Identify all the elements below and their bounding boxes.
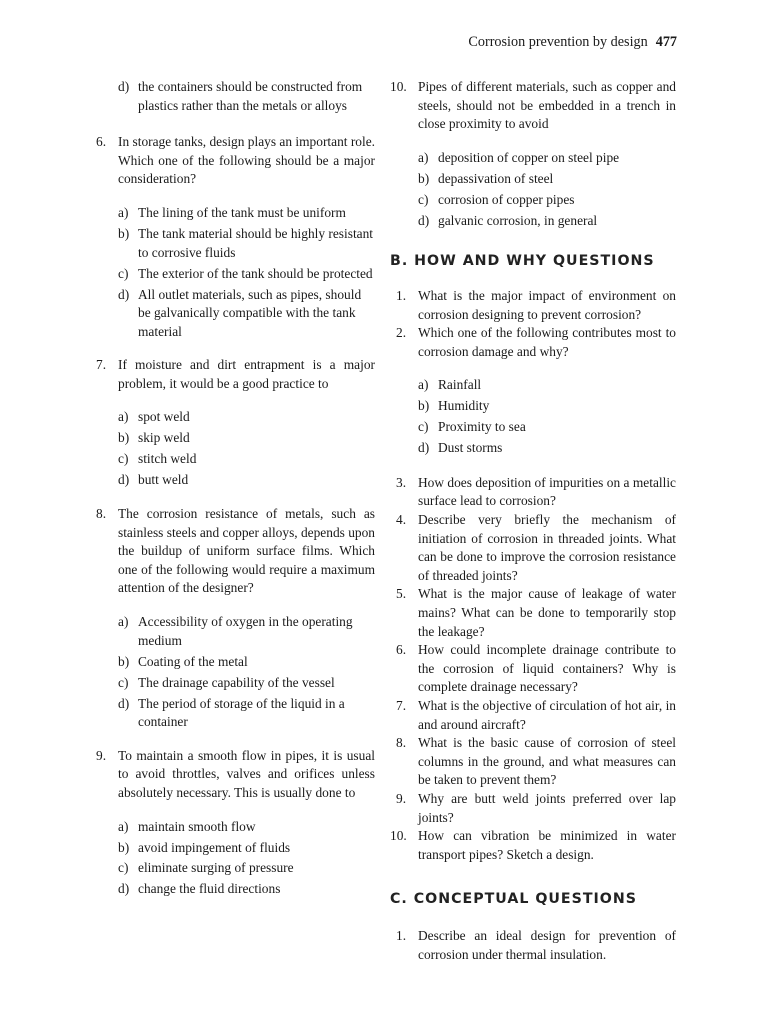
- option-letter: a): [118, 614, 129, 629]
- option-text: skip weld: [138, 430, 190, 446]
- question-number: 10.: [390, 828, 407, 844]
- b-question: [390, 511, 676, 585]
- b-question: [390, 790, 676, 827]
- question-number: 7.: [96, 357, 107, 373]
- option-text: the containers should be constructed from plastics rather than the metals or alloys: [138, 79, 363, 113]
- option-letter: c): [118, 674, 129, 690]
- question-8: [96, 505, 375, 598]
- option-text: avoid impingement of fluids: [138, 839, 291, 855]
- option: [418, 191, 676, 210]
- option-text: Dust storms: [438, 440, 503, 456]
- question-text: In storage tanks, design plays an important role. Which one of the following should be a major consideration?: [118, 134, 375, 187]
- question-text: What is the objective of circulation of hot air, in and around aircraft?: [418, 697, 676, 732]
- question-text: Describe very briefly the mechanism of initiation of corrosion in threaded joints. What can be done to improve the corrosion resistance of threaded joints?: [418, 512, 676, 583]
- option-text: Coating of the metal: [138, 653, 248, 669]
- b-question-2: [390, 324, 676, 361]
- option: [118, 265, 375, 284]
- option-text: The tank material should be highly resistant to corrosive fluids: [138, 225, 374, 260]
- question-text: What is the major cause of leakage of water mains? What can be done to temporarily stop the leakage?: [418, 586, 676, 639]
- question-number: 1.: [396, 927, 407, 943]
- section-title: CONCEPTUAL QUESTIONS: [413, 891, 637, 908]
- option-text: spot weld: [138, 409, 190, 425]
- question-text: Describe an ideal design for prevention of corrosion under thermal insulation.: [418, 927, 676, 962]
- b-question: [390, 474, 676, 511]
- page-number: 477: [655, 34, 677, 50]
- question-text: Which one of the following contributes most to corrosion damage and why?: [418, 325, 676, 359]
- option-letter: b): [418, 170, 430, 186]
- question-text: To maintain a smooth flow in pipes, it is usual to avoid throttles, valves and orifices unless absolutely necessary. This is usually done to: [118, 747, 375, 800]
- c-question-1: [390, 927, 676, 964]
- running-header: [468, 34, 677, 51]
- question-text: The corrosion resistance of metals, such as stainless steels and copper alloys, depends upon the buildup of uniform surface films. Which one of the following would require a maximum attention of the designer?: [118, 506, 375, 596]
- b-question-2-options: [418, 376, 676, 458]
- question-number: 5.: [396, 586, 407, 602]
- question-number: 8.: [96, 506, 107, 522]
- b-question-1: [390, 287, 676, 324]
- b-question: [390, 697, 676, 734]
- option-letter: a): [418, 377, 429, 393]
- section-b-heading: [390, 252, 676, 271]
- option-letter: c): [118, 265, 129, 281]
- question-number: 6.: [396, 642, 407, 658]
- b-questions-3-10: [390, 474, 676, 864]
- question-number: 6.: [96, 134, 107, 150]
- question-text: How does deposition of impurities on a metallic surface lead to corrosion?: [418, 474, 676, 509]
- option-letter: a): [118, 409, 129, 425]
- option: [118, 429, 375, 448]
- question-text: Why are butt weld joints preferred over lap joints?: [418, 790, 676, 825]
- question-10-options: [418, 149, 676, 231]
- section-b-questions: [390, 287, 676, 864]
- question-7: [96, 356, 375, 393]
- left-column: [96, 78, 375, 899]
- option: [418, 376, 676, 395]
- option-letter: d): [118, 79, 130, 94]
- question-number: 2.: [396, 325, 407, 341]
- option-letter: c): [418, 419, 429, 435]
- option-letter: d): [118, 695, 130, 711]
- option-letter: c): [118, 451, 129, 467]
- option-text: stitch weld: [138, 451, 197, 467]
- option-letter: c): [118, 860, 129, 876]
- option: [118, 408, 375, 427]
- option-text: Proximity to sea: [438, 419, 526, 435]
- question-number: 3.: [396, 474, 407, 490]
- b-question: [390, 641, 676, 697]
- option-letter: c): [418, 191, 429, 207]
- option-text: Humidity: [438, 398, 490, 414]
- option-letter: d): [418, 212, 430, 228]
- question-7-options: [118, 408, 375, 490]
- option-letter: d): [118, 286, 130, 302]
- question-9-options: [118, 818, 375, 900]
- option-letter: b): [118, 839, 130, 855]
- option-text: The drainage capability of the vessel: [138, 674, 335, 690]
- option-text: depassivation of steel: [438, 170, 554, 186]
- option-letter: a): [118, 818, 129, 834]
- option-text: butt weld: [138, 472, 189, 488]
- option-text: Rainfall: [438, 377, 482, 393]
- option-letter: a): [118, 204, 129, 220]
- q5-continued-options: [96, 78, 375, 115]
- option: [118, 471, 375, 490]
- option-text: galvanic corrosion, in general: [438, 212, 598, 228]
- option-text: change the fluid directions: [138, 881, 281, 897]
- question-number: 7.: [396, 697, 407, 713]
- option-letter: d): [118, 881, 130, 897]
- b-question: [390, 734, 676, 790]
- option: [118, 674, 375, 693]
- option-text: The exterior of the tank should be protected: [138, 265, 373, 281]
- question-text: What is the basic cause of corrosion of steel columns in the ground, and what measures can be taken to prevent them?: [418, 735, 676, 788]
- section-prefix: B.: [390, 253, 409, 270]
- question-text: What is the major impact of environment on corrosion designing to prevent corrosion?: [418, 287, 676, 322]
- option: [418, 397, 676, 416]
- option-text: maintain smooth flow: [138, 818, 256, 834]
- option: [418, 149, 676, 168]
- option-text: Accessibility of oxygen in the operating medium: [138, 614, 353, 648]
- header-title: Corrosion prevention by design: [468, 34, 648, 50]
- question-6-options: [118, 204, 375, 341]
- option-letter: b): [118, 653, 130, 669]
- option: [118, 695, 375, 732]
- option-text: The lining of the tank must be uniform: [138, 204, 346, 220]
- option-text: All outlet materials, such as pipes, should be galvanically compatible with the tank material: [138, 286, 362, 339]
- question-number: 4.: [396, 512, 407, 528]
- question-text: If moisture and dirt entrapment is a major problem, it would be a good practice to: [118, 357, 375, 391]
- section-c-heading: [390, 890, 676, 909]
- question-number: 8.: [396, 735, 407, 751]
- option-letter: b): [118, 430, 130, 446]
- option: [118, 204, 375, 223]
- option-text: The period of storage of the liquid in a container: [138, 695, 345, 730]
- b-question: [390, 827, 676, 864]
- option-letter: d): [118, 472, 130, 488]
- option-text: deposition of copper on steel pipe: [438, 149, 620, 165]
- option: [118, 225, 375, 262]
- option: [418, 418, 676, 437]
- question-6: [96, 133, 375, 189]
- b-question: [390, 585, 676, 641]
- option: [118, 839, 375, 858]
- option: [118, 286, 375, 342]
- question-number: 1.: [396, 287, 407, 303]
- question-number: 10.: [390, 79, 407, 94]
- question-10: [390, 78, 676, 134]
- question-number: 9.: [96, 747, 107, 763]
- option: [118, 450, 375, 469]
- option-letter: b): [418, 398, 430, 414]
- option-letter: b): [118, 225, 130, 241]
- option: [418, 170, 676, 189]
- option-letter: d): [418, 440, 430, 456]
- section-prefix: C.: [390, 891, 408, 908]
- right-column: [390, 78, 676, 964]
- question-number: 9.: [396, 790, 407, 806]
- question-text: How can vibration be minimized in water transport pipes? Sketch a design.: [418, 828, 676, 862]
- section-title: HOW AND WHY QUESTIONS: [414, 253, 655, 270]
- option-letter: a): [418, 149, 429, 165]
- question-text: How could incomplete drainage contribute to the corrosion of liquid containers? Why is complete drainage necessary?: [418, 642, 676, 695]
- option: [418, 212, 676, 231]
- question-9: [96, 747, 375, 803]
- option-text: eliminate surging of pressure: [138, 860, 294, 876]
- option: [118, 653, 375, 672]
- option: [118, 880, 375, 899]
- option-text: corrosion of copper pipes: [438, 191, 575, 207]
- option: [118, 613, 375, 650]
- option: [118, 78, 375, 115]
- option: [418, 439, 676, 458]
- question-8-options: [118, 613, 375, 732]
- question-text: Pipes of different materials, such as copper and steels, should not be embedded in a trench in close proximity to avoid: [418, 79, 676, 132]
- option: [118, 818, 375, 837]
- option: [118, 859, 375, 878]
